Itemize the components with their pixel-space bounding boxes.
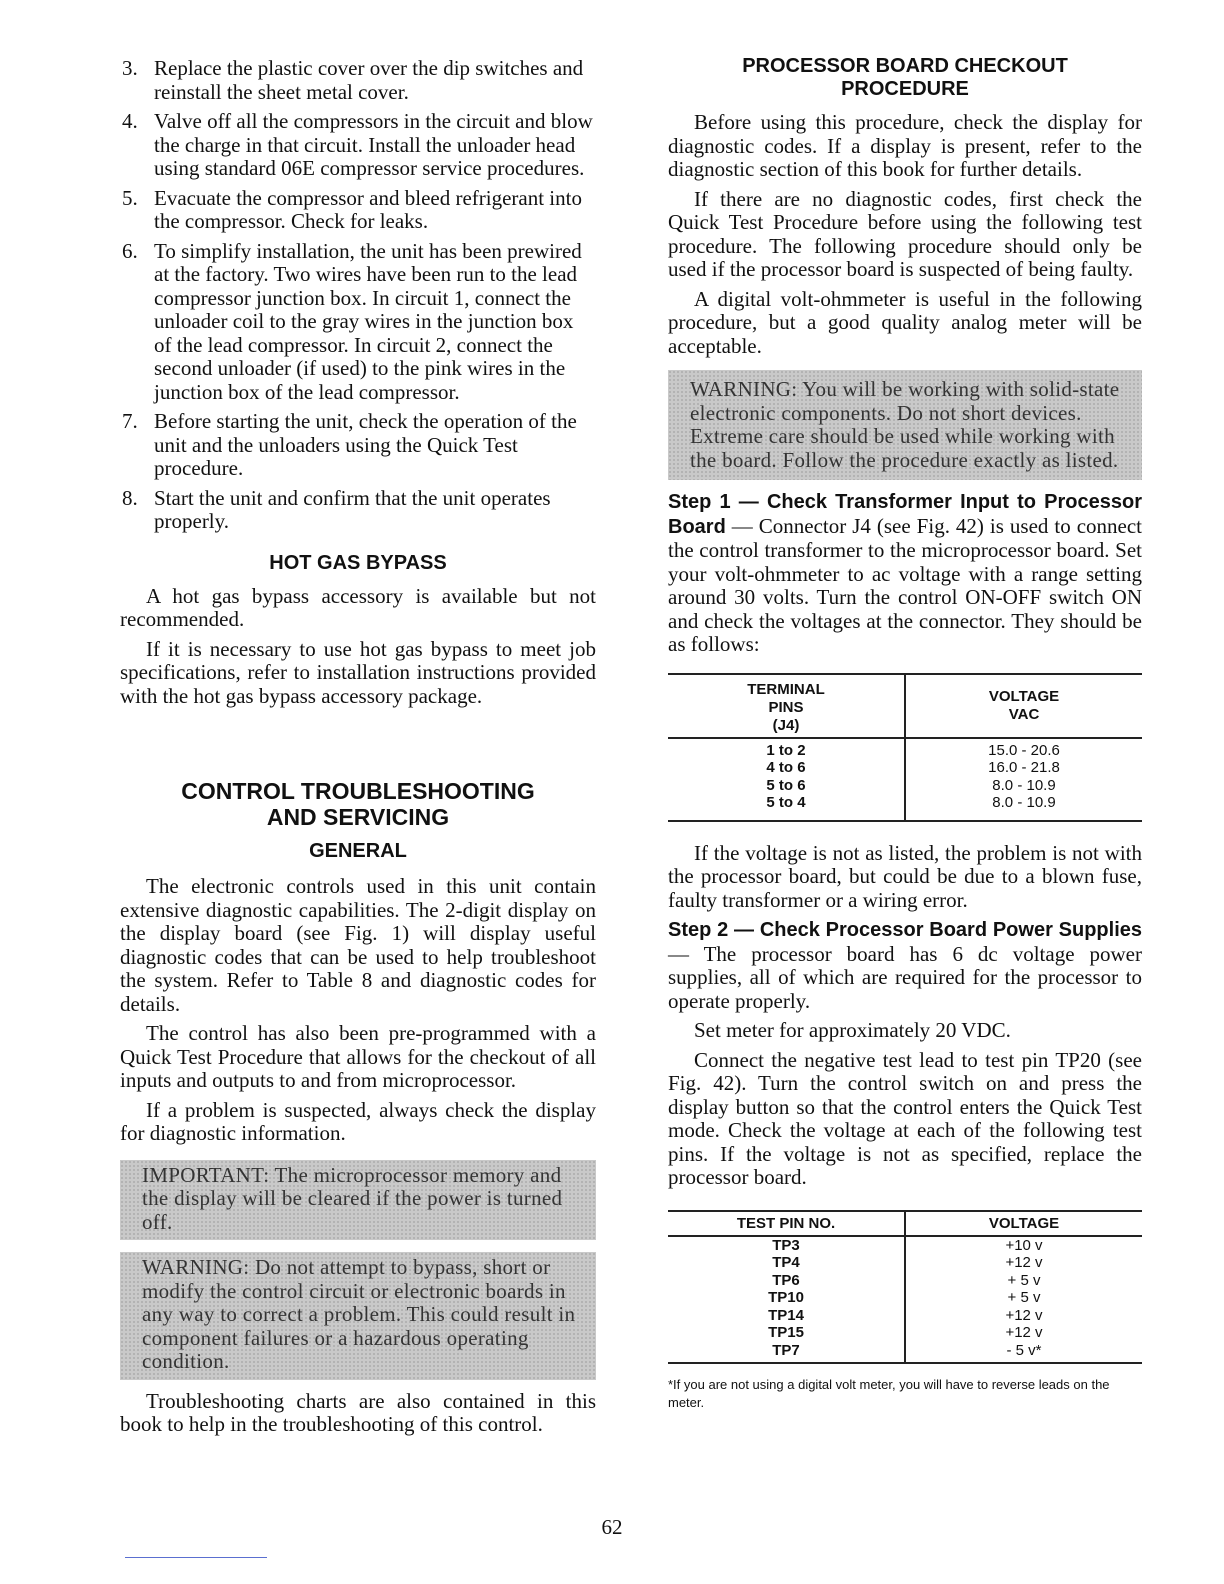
meter-setting-para: Set meter for approximately 20 VDC. bbox=[694, 1018, 1011, 1042]
j4-voltage-table bbox=[668, 673, 1142, 822]
list-item: 4. Valve off all the compressors in the circuit and blow the charge in that circuit. Install the unloader head using standard 06E compressor service procedures. bbox=[122, 109, 593, 180]
table-row: 5 to 6 8.0 - 10.9 bbox=[668, 777, 1142, 795]
table-row: TP6 + 5 v bbox=[668, 1272, 1142, 1290]
test-pin-table bbox=[668, 1210, 1142, 1365]
table-header-vac: VAC bbox=[1008, 705, 1040, 723]
general-para-2: The control has also been pre-programmed with a Quick Test Procedure that allows for the checkout of all inputs and outputs to and from microprocessor. bbox=[120, 1021, 596, 1092]
list-item: 5. Evacuate the compressor and bleed refrigerant into the compressor. Check for leaks. bbox=[122, 185, 582, 233]
step2-para bbox=[668, 918, 1142, 1013]
table-row: TP7 - 5 v* bbox=[668, 1342, 1142, 1363]
table-header-j4: (J4) bbox=[772, 716, 800, 734]
step2-title: Step 2 — Check Processor Board Power Supplies bbox=[668, 919, 1142, 941]
table-row: TP4 +12 v bbox=[668, 1254, 1142, 1272]
processor-para-1: Before using this procedure, check the display for diagnostic codes. If a display is present, refer to the diagnostic section of this book for further details. bbox=[668, 110, 1142, 181]
table-header-pins: PINS bbox=[768, 698, 804, 716]
hot-gas-heading: HOT GAS BYPASS bbox=[269, 551, 447, 574]
general-para-3: If a problem is suspected, always check the display for diagnostic information. bbox=[120, 1097, 596, 1145]
processor-heading-line1: PROCESSOR BOARD CHECKOUT bbox=[742, 55, 1068, 77]
table-header-terminal: TERMINAL bbox=[747, 680, 825, 698]
table-header-voltage-2: VOLTAGE bbox=[988, 1214, 1060, 1232]
voltage-note-para: If the voltage is not as listed, the problem is not with the processor board, but could be due to a blown fuse, faulty transformer or a wiring error. bbox=[668, 840, 1142, 912]
list-item: 6. To simplify installation, the unit has been prewired at the factory. Two wires have been run to the lead compressor junction box. In circuit 1, connect the unloader coil to the gray wires in the junction box of the lead compressor. In circuit 2, connect the second unloader (if used) to the pink wires in the junction box of the lead compressor. bbox=[122, 238, 582, 404]
control-heading-line2: AND SERVICING bbox=[266, 804, 450, 830]
test-lead-para: Connect the negative test lead to test pin TP20 (see Fig. 42). Turn the control switch on and press the display button so that the control enters the Quick Test mode. Check the voltage at each of the following test pins. If the voltage is not as specified, replace the processor board. bbox=[668, 1047, 1142, 1189]
hot-gas-para-2: If it is necessary to use hot gas bypass to meet job specifications, refer to installation instructions provided with the hot gas bypass accessory package. bbox=[120, 636, 596, 708]
general-subheading: GENERAL bbox=[309, 840, 407, 862]
left-column bbox=[120, 57, 596, 1443]
step2-text: — The processor board has 6 dc voltage power supplies, all of which are required for the processor to operate properly. bbox=[668, 941, 1142, 1013]
table-row: 5 to 4 8.0 - 10.9 bbox=[668, 794, 1142, 820]
hot-gas-para-1: A hot gas bypass accessory is available but not recommended. bbox=[120, 583, 596, 631]
processor-para-2: If there are no diagnostic codes, first check the Quick Test Procedure before using the following test procedure. The following procedure should only be used if the processor board is suspected of being faulty. bbox=[668, 186, 1142, 281]
important-notice: IMPORTANT: The microprocessor memory and the display will be cleared if the power is turned off. bbox=[120, 1160, 596, 1241]
warning-notice: WARNING: Do not attempt to bypass, short or modify the control circuit or electronic boards in any way to correct a problem. This could result in component failures or a hazardous operating condition. bbox=[120, 1252, 596, 1380]
table-row: 1 to 2 15.0 - 20.6 bbox=[668, 738, 1142, 760]
list-item: 3. Replace the plastic cover over the dip switches and reinstall the sheet metal cover. bbox=[122, 56, 584, 104]
bottom-rule bbox=[125, 1557, 267, 1558]
table-row: TP15 +12 v bbox=[668, 1324, 1142, 1342]
table-row: TP3 +10 v bbox=[668, 1236, 1142, 1255]
list-item: 7. Before starting the unit, check the operation of the unit and the unloaders using the Quick Test procedure. bbox=[122, 409, 577, 480]
table-header-voltage: VOLTAGE bbox=[988, 687, 1060, 705]
step1-para bbox=[668, 490, 1142, 657]
control-heading-line1: CONTROL TROUBLESHOOTING bbox=[181, 778, 535, 804]
list-item: 8. Start the unit and confirm that the unit operates properly. bbox=[122, 485, 551, 533]
processor-heading-line2: PROCEDURE bbox=[841, 78, 969, 100]
solid-state-warning: WARNING: You will be working with solid-state electronic components. Do not short devices. Extreme care should be used while working with the board. Follow the procedure exactly as listed. bbox=[668, 370, 1142, 480]
general-para-4: Troubleshooting charts are also contained in this book to help in the troubleshooting of this control. bbox=[120, 1388, 596, 1436]
install-steps bbox=[120, 57, 596, 534]
table-row: TP14 +12 v bbox=[668, 1307, 1142, 1325]
table-row: TP10 + 5 v bbox=[668, 1289, 1142, 1307]
step1-text: — Connector J4 (see Fig. 42) is used to connect the control transformer to the microprocessor board. Set your volt-ohmmeter to ac voltage with a range setting around 30 volts. Turn the control ON-OFF switch ON and check the voltages at the connector. They should be as follows: bbox=[668, 513, 1142, 656]
table-row: 4 to 6 16.0 - 21.8 bbox=[668, 759, 1142, 777]
processor-para-3: A digital volt-ohmmeter is useful in the following procedure, but a good quality analog meter will be acceptable. bbox=[668, 286, 1142, 358]
step1-title: Step 1 — Check Transformer Input to Processor Board bbox=[668, 491, 1142, 538]
footnote: *If you are not using a digital volt meter, you will have to reverse leads on the meter. bbox=[668, 1377, 1110, 1410]
table-header-test-pin: TEST PIN NO. bbox=[668, 1212, 905, 1236]
general-para-1: The electronic controls used in this unit contain extensive diagnostic capabilities. The 2-digit display on the display board (see Fig. 1) will display useful diagnostic codes that can be used to help troubleshoot the system. Refer to Table 8 and diagnostic codes for details. bbox=[120, 874, 596, 1016]
page-number: 62 bbox=[601, 1515, 623, 1539]
right-column bbox=[668, 55, 1142, 1412]
